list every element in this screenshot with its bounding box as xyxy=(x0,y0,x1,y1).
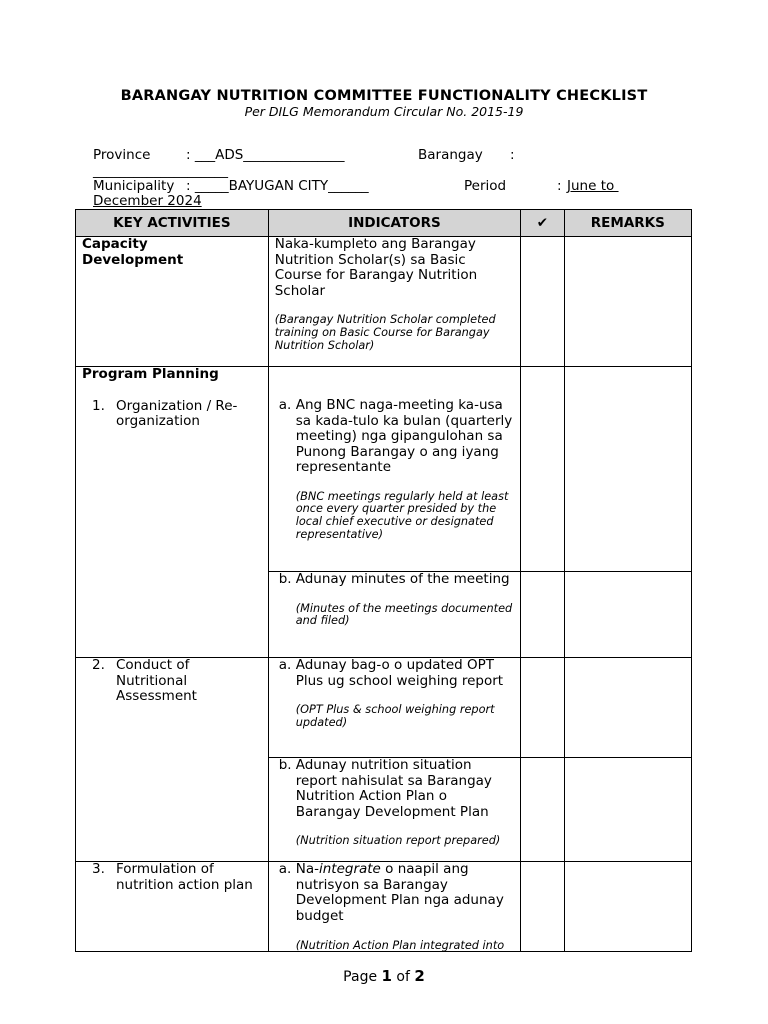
remarks-cell[interactable] xyxy=(564,758,691,862)
indicator-cell xyxy=(268,758,520,862)
col-key-activities: KEY ACTIVITIES xyxy=(76,210,269,237)
activity-cell xyxy=(76,862,269,952)
activity-label: Conduct of Nutritional Assessment xyxy=(116,657,197,704)
table-row xyxy=(76,862,692,952)
municipality-value: : _____BAYUGAN CITY______ xyxy=(186,178,369,194)
page-word: Page xyxy=(343,969,378,985)
barangay-label: Barangay xyxy=(418,147,483,163)
activity-nutritional-assessment xyxy=(76,658,268,705)
remarks-cell[interactable] xyxy=(564,367,691,572)
check-cell[interactable] xyxy=(521,367,565,572)
period-label: Period xyxy=(464,178,507,194)
col-indicators: INDICATORS xyxy=(268,210,520,237)
indicator-note: (OPT Plus & school weighing report updated) xyxy=(295,703,495,729)
check-cell[interactable] xyxy=(521,237,565,367)
remarks-cell[interactable] xyxy=(564,237,691,367)
remarks-cell[interactable] xyxy=(564,572,691,658)
indicator-item xyxy=(269,758,520,820)
item-label: b. xyxy=(278,571,292,587)
indicator-note: (Barangay Nutrition Scholar completed training on Basic Course for Barangay Nutrition Scholar) xyxy=(274,313,496,352)
period-colon: : xyxy=(557,178,562,194)
table-row xyxy=(76,367,692,572)
table-header-row xyxy=(76,210,692,237)
indicator-note: (Nutrition Action Plan integrated into xyxy=(295,939,505,951)
table-row xyxy=(76,658,692,758)
indicator-text: Adunay minutes of the meeting xyxy=(295,571,510,587)
activity-label: Formulation of nutrition action plan xyxy=(116,861,253,893)
page-number: 1 xyxy=(381,967,392,985)
col-check: ✔ xyxy=(521,210,565,237)
activity-formulation xyxy=(76,862,268,893)
check-cell[interactable] xyxy=(521,862,565,952)
check-cell[interactable] xyxy=(521,658,565,758)
indicator-cell xyxy=(268,862,520,952)
province-value: : ___ADS_______________ xyxy=(186,147,345,163)
of-word: of xyxy=(396,969,410,985)
indicator-cell xyxy=(268,572,520,658)
period-value-end: December 2024 xyxy=(93,193,202,209)
indicator-text: Adunay bag-o o updated OPT Plus ug school weighing report xyxy=(295,657,504,689)
indicator-note: (Nutrition situation report prepared) xyxy=(295,834,501,847)
indicator-text xyxy=(296,862,514,924)
province-label: Province xyxy=(93,147,151,163)
period-value-start: June to xyxy=(567,178,619,194)
indicator-note: (Minutes of the meetings documented and filed) xyxy=(295,601,513,628)
indicator-item xyxy=(269,572,520,588)
indicator-text: Adunay nutrition situation report nahisulat sa Barangay Nutrition Action Plan o Barangay Development Plan xyxy=(295,757,492,820)
activity-cell xyxy=(76,658,269,862)
page-total: 2 xyxy=(414,967,425,985)
indicator-text: Naka-kumpleto ang Barangay Nutrition Scholar(s) sa Basic Course for Barangay Nutrition Scholar xyxy=(274,236,478,299)
indicator-cell xyxy=(268,367,520,572)
page-footer xyxy=(0,967,768,985)
indicator-cell xyxy=(268,658,520,758)
col-remarks: REMARKS xyxy=(564,210,691,237)
item-label: a. xyxy=(278,657,292,673)
indicator-item xyxy=(269,862,520,924)
item-number: 2. xyxy=(92,657,105,673)
activity-capacity-development: Capacity Development xyxy=(82,236,184,268)
indicator-cell xyxy=(268,237,520,367)
check-cell[interactable] xyxy=(521,572,565,658)
remarks-cell[interactable] xyxy=(564,658,691,758)
check-cell[interactable] xyxy=(521,758,565,862)
indicator-suffix: o naapil ang nutrisyon sa Barangay Development Plan nga adunay budget xyxy=(295,862,504,924)
activity-cell xyxy=(76,237,269,367)
indicator-italic-word: integrate xyxy=(318,862,381,877)
item-number: 1. xyxy=(92,397,105,414)
municipality-label: Municipality xyxy=(93,178,175,194)
indicator-text: Ang BNC naga-meeting ka-usa sa kada-tulo ka bulan (quarterly meeting) nga gipangulohan sa Punong Barangay o ang iyang representante xyxy=(295,397,513,475)
activity-organization xyxy=(76,399,268,430)
item-label: a. xyxy=(278,397,292,413)
activity-label: Organization / Re-organization xyxy=(116,397,238,429)
indicator-note: (BNC meetings regularly held at least once every quarter presided by the local chief executive or designated representative) xyxy=(295,489,509,541)
document-title: BARANGAY NUTRITION COMMITTEE FUNCTIONALITY CHECKLIST xyxy=(120,88,648,104)
item-number: 3. xyxy=(92,861,105,877)
checklist-table xyxy=(75,209,692,952)
table-row xyxy=(76,237,692,367)
indicator-item xyxy=(269,398,520,476)
section-program-planning: Program Planning xyxy=(82,366,219,382)
document-subtitle: Per DILG Memorandum Circular No. 2015-19 xyxy=(244,104,524,119)
barangay-colon: : xyxy=(510,147,515,163)
barangay-blank: ____________________ xyxy=(93,163,228,179)
activity-cell xyxy=(76,367,269,658)
remarks-cell[interactable] xyxy=(564,862,691,952)
indicator-prefix: Na- xyxy=(295,862,319,877)
indicator-item xyxy=(269,658,520,689)
item-label: a. xyxy=(278,862,292,877)
item-label: b. xyxy=(278,757,292,773)
